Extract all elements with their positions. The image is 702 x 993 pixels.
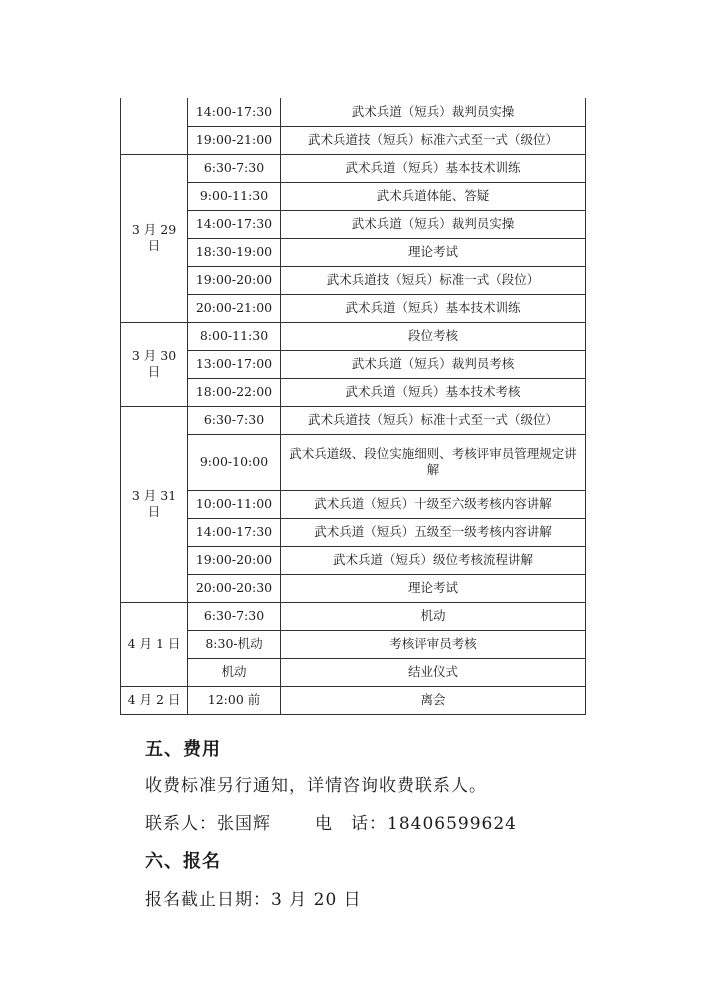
table-row <box>121 350 586 378</box>
fee-text: 收费标准另行通知，详情咨询收费联系人。 <box>145 776 487 796</box>
content-cell: 武术兵道（短兵）裁判员实操 <box>281 210 586 238</box>
table-row <box>121 378 586 406</box>
time-cell: 18:00-22:00 <box>188 378 281 406</box>
time-cell: 19:00-21:00 <box>188 126 281 154</box>
time-cell: 6:30-7:30 <box>188 406 281 434</box>
date-cell: 4 月 1 日 <box>121 602 188 686</box>
date-cell <box>121 98 188 154</box>
content-cell: 武术兵道技（短兵）标准六式至一式（级位） <box>281 126 586 154</box>
content-cell: 离会 <box>281 686 586 714</box>
time-cell: 9:00-11:30 <box>188 182 281 210</box>
schedule-body <box>121 98 586 714</box>
table-row <box>121 658 586 686</box>
time-cell: 14:00-17:30 <box>188 518 281 546</box>
content-cell: 武术兵道体能、答疑 <box>281 182 586 210</box>
table-row <box>121 630 586 658</box>
table-row <box>121 602 586 630</box>
time-cell: 6:30-7:30 <box>188 154 281 182</box>
contact-person: 联系人：张国辉 <box>145 814 271 834</box>
date-cell: 4 月 2 日 <box>121 686 188 714</box>
content-cell: 机动 <box>281 602 586 630</box>
time-cell: 14:00-17:30 <box>188 98 281 126</box>
content-cell: 武术兵道（短兵）十级至六级考核内容讲解 <box>281 490 586 518</box>
schedule-table <box>120 98 586 715</box>
date-cell: 3 月 29 日 <box>121 154 188 322</box>
time-cell: 机动 <box>188 658 281 686</box>
table-row <box>121 98 586 126</box>
content-cell: 理论考试 <box>281 574 586 602</box>
table-row <box>121 238 586 266</box>
table-row <box>121 126 586 154</box>
content-cell: 武术兵道（短兵）裁判员实操 <box>281 98 586 126</box>
content-cell: 武术兵道技（短兵）标准一式（段位） <box>281 266 586 294</box>
signup-heading: 六、报名 <box>145 851 221 872</box>
table-row <box>121 518 586 546</box>
time-cell: 14:00-17:30 <box>188 210 281 238</box>
table-row <box>121 154 586 182</box>
deadline-text: 报名截止日期：3 月 20 日 <box>145 890 362 910</box>
date-cell: 3 月 31 日 <box>121 406 188 602</box>
time-cell: 9:00-10:00 <box>188 434 281 490</box>
content-cell: 武术兵道（短兵）五级至一级考核内容讲解 <box>281 518 586 546</box>
table-row <box>121 322 586 350</box>
time-cell: 20:00-20:30 <box>188 574 281 602</box>
time-cell: 19:00-20:00 <box>188 546 281 574</box>
content-cell: 武术兵道（短兵）基本技术训练 <box>281 294 586 322</box>
content-cell: 武术兵道技（短兵）标准十式至一式（级位） <box>281 406 586 434</box>
time-cell: 10:00-11:00 <box>188 490 281 518</box>
time-cell: 13:00-17:00 <box>188 350 281 378</box>
content-cell: 考核评审员考核 <box>281 630 586 658</box>
table-row <box>121 266 586 294</box>
table-row <box>121 294 586 322</box>
content-cell: 武术兵道（短兵）基本技术考核 <box>281 378 586 406</box>
table-row <box>121 490 586 518</box>
table-row <box>121 406 586 434</box>
content-cell: 武术兵道（短兵）基本技术训练 <box>281 154 586 182</box>
table-row <box>121 434 586 490</box>
content-cell: 理论考试 <box>281 238 586 266</box>
time-cell: 12:00 前 <box>188 686 281 714</box>
contact-phone: 电 话：18406599624 <box>315 814 517 834</box>
content-cell: 武术兵道（短兵）级位考核流程讲解 <box>281 546 586 574</box>
time-cell: 6:30-7:30 <box>188 602 281 630</box>
time-cell: 18:30-19:00 <box>188 238 281 266</box>
table-row <box>121 210 586 238</box>
table-row <box>121 182 586 210</box>
time-cell: 8:30-机动 <box>188 630 281 658</box>
contact-line <box>145 809 517 834</box>
table-row <box>121 574 586 602</box>
content-cell: 武术兵道（短兵）裁判员考核 <box>281 350 586 378</box>
table-row <box>121 546 586 574</box>
time-cell: 20:00-21:00 <box>188 294 281 322</box>
content-cell: 段位考核 <box>281 322 586 350</box>
content-cell: 武术兵道级、段位实施细则、考核评审员管理规定讲解 <box>281 434 586 490</box>
fee-heading: 五、费用 <box>145 739 221 760</box>
table-row <box>121 686 586 714</box>
date-cell: 3 月 30 日 <box>121 322 188 406</box>
time-cell: 8:00-11:30 <box>188 322 281 350</box>
time-cell: 19:00-20:00 <box>188 266 281 294</box>
content-cell: 结业仪式 <box>281 658 586 686</box>
